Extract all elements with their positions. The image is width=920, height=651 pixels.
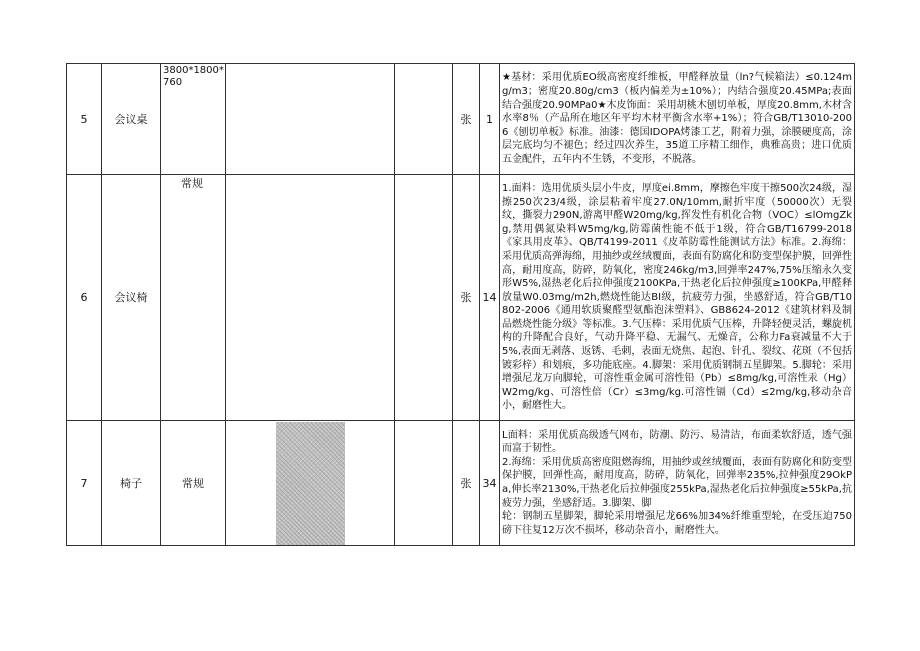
item-name: 会议椅 (102, 175, 161, 421)
item-image-cell (226, 64, 395, 175)
item-quantity: 1 (480, 64, 500, 175)
table-row (67, 421, 855, 546)
furniture-spec-table (66, 63, 855, 546)
blank-cell (395, 421, 453, 546)
item-description-cell (500, 64, 855, 175)
item-image-cell (226, 175, 395, 421)
item-number: 7 (67, 421, 102, 546)
item-number: 6 (67, 175, 102, 421)
item-description-cell (500, 421, 855, 546)
item-unit: 张 (453, 64, 480, 175)
table-row (67, 175, 855, 421)
item-description: ★基材：采用优质EO级高密度纤维板，甲醛释放量（ln?气候箱法）≤0.124mg/m3；密度20.80g∕cm3（板内偏差为±10%）；内结合强度20.45MPa;表面结合强度20.90MPa0★木皮饰面：采用胡桃木刨切单板，厚度20.8mm,木材含水率8％（产品所在地区年平均木材平衡含水率+1%）；符合GB/T13010-2006《刨切单板》标准。油漆：德国IDOPA烤漆工艺，附着力强，涂膜硬度高，涂层完底均匀不褪色；经过四次养生，35道工序精工细作，典雅高贵；进口优质五金配件，五年内不生锈，不变形，不脱落。 (502, 72, 852, 165)
item-quantity: 34 (480, 421, 500, 546)
blank-cell (395, 64, 453, 175)
item-name: 会议桌 (102, 64, 161, 175)
item-number: 5 (67, 64, 102, 175)
item-image-cell (226, 421, 395, 546)
item-model: 常规 (161, 175, 226, 421)
item-model: 常规 (161, 421, 226, 546)
item-unit: 张 (453, 421, 480, 546)
table-row (67, 64, 855, 175)
item-dimensions: 3800*1800*760 (161, 64, 226, 175)
item-description: L面料：采用优质高级透气网布，防潮、防污、易清洁，布面柔软舒适，透气强而富于韧性。 2.海绵：采用优质高密度阻燃海绵，用抽纱或丝绒覆面，表面有防腐化和防变型保护膜，回弹性高，耐用度高，防碎，防氧化，回弹率235%,拉伸强度29OkPa,伸长率2130%,干热老化后拉伸强度255kPa,湿热老化后拉伸强度≥55kPa,抗疲劳力强，坐感舒适。3.脚架、脚 轮：钢制五星脚架，脚轮采用增强尼龙66%加34%纤维重型轮，在受压迫750磅下往复12万次不损坏，移动杂音小，耐磨性大。 (502, 429, 852, 536)
item-unit: 张 (453, 175, 480, 421)
item-name: 椅子 (102, 421, 161, 546)
item-quantity: 14 (480, 175, 500, 421)
blank-cell (395, 175, 453, 421)
product-image-placeholder (276, 422, 345, 545)
item-description: 1.面料：选用优质头层小牛皮，厚度ei.8mm，摩擦色牢度干擦500次24级，湿擦250次23/4级，涂层粘着牢度27.0N/10mm,耐折牢度（50000次）无裂纹，撕裂力290N,游离甲醛W20mg∕kg,挥发性有机化合物（VOC）≤lOmgZkg,禁用偶氮染料W5mg/kg,防霉菌性能不低于1级，符合GB/T16799-2018《家具用皮革》、QB/T4199-2011《皮革防霉性能测试方法》标准。2.海绵：采用优质高弹海绵，用抽纱或丝绒覆面，表面有防腐化和防变型保护膜，回弹性高，耐用度高，防碎，防氧化，密度246kg∕m3,回弹率247%,75%压缩永久变形W5%,湿热老化后拉伸强度2100KPa,干热老化后拉伸强度≥100KPa,甲醛释放量W0.03mg∕m2h,燃烧性能达BI级，抗疲劳力强，坐感舒适，符合GB/T10802-2006《通用软质聚醛型氨酯泡沫塑料》、GB8624-2012《建筑材料及制品燃烧性能分级》等标准。3.气压棒：采用优质气压棒，升降轻便灵活，螺旋机构的升降配合良好，气动升降平稳、无漏气、无燥音，公称力Fa衰减量不大于5%,表面无剥落、返锈、毛刺，表面无烧焦、起泡、针孔、裂纹、花斑（不包括镀彩梓）和划痕，多功能底座。4.脚架：采用优质钢制五星脚架。5.脚轮：采用增强尼龙万向脚轮，可溶性重金属可溶性铅（Pb）≤8mg∕kg,可溶性汞（Hg）W2mg∕kg、可溶性倍（Cr）≤3mg∕kg.可溶性镉（Cd）≤2mg∕kg,移动杂音小，耐磨性大。 (502, 182, 852, 412)
item-description-cell (500, 175, 855, 421)
